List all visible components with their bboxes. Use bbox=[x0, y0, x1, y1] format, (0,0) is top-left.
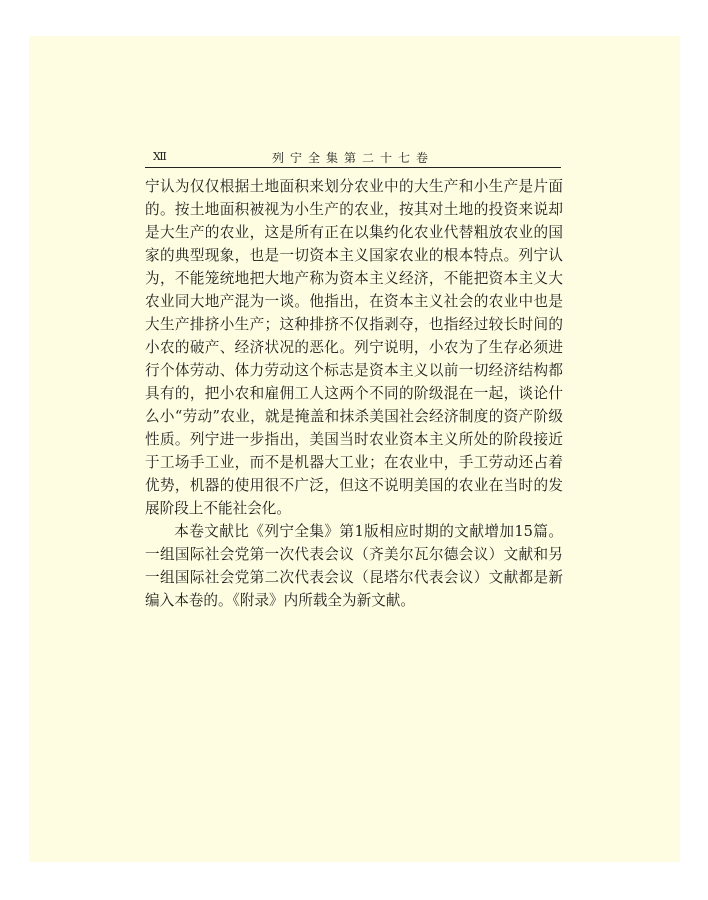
paragraph-new-documents: 本卷文献比《列宁全集》第1版相应时期的文献增加15篇。一组国际社会党第一次代表会议（齐美尔瓦尔德会议）文献和另一组国际社会党第二次代表会议（昆塔尔代表会议）文献都是新编入本卷的。《附录》内所载全为新文献。 bbox=[145, 523, 563, 609]
page-number: Ⅻ bbox=[153, 150, 167, 163]
paragraph-continued: 宁认为仅仅根据土地面积来划分农业中的大生产和小生产是片面的。按土地面积被视为小生产的农业，按其对土地的投资来说却是大生产的农业，这是所有正在以集约化农业代替粗放农业的国家的典型现象，也是一切资本主义国家农业的根本特点。列宁认为，不能笼统地把大地产称为资本主义经济，不能把资本主义大农业同大地产混为一谈。他指出，在资本主义社会的农业中也是大生产排挤小生产；这种排挤不仅指剥夺，也指经过较长时间的小农的破产、经济状况的恶化。列宁说明，小农为了生存必须进行个体劳动、体力劳动这个标志是资本主义以前一切经济结构都具有的，把小农和雇佣工人这两个不同的阶级混在一起，谈论什么小“劳动”农业，就是掩盖和抹杀美国社会经济制度的资产阶级性质。列宁进一步指出，美国当时农业资本主义所处的阶段接近于工场手工业，而不是机器大工业；在农业中，手工劳动还占着优势，机器的使用很不广泛，但这不说明美国的农业在当时的发展阶段上不能社会化。 bbox=[145, 178, 563, 517]
body-text bbox=[145, 175, 563, 612]
header-rule bbox=[145, 167, 561, 168]
running-title: 列宁全集第二十七卷 bbox=[271, 151, 434, 165]
page-header bbox=[145, 147, 561, 167]
